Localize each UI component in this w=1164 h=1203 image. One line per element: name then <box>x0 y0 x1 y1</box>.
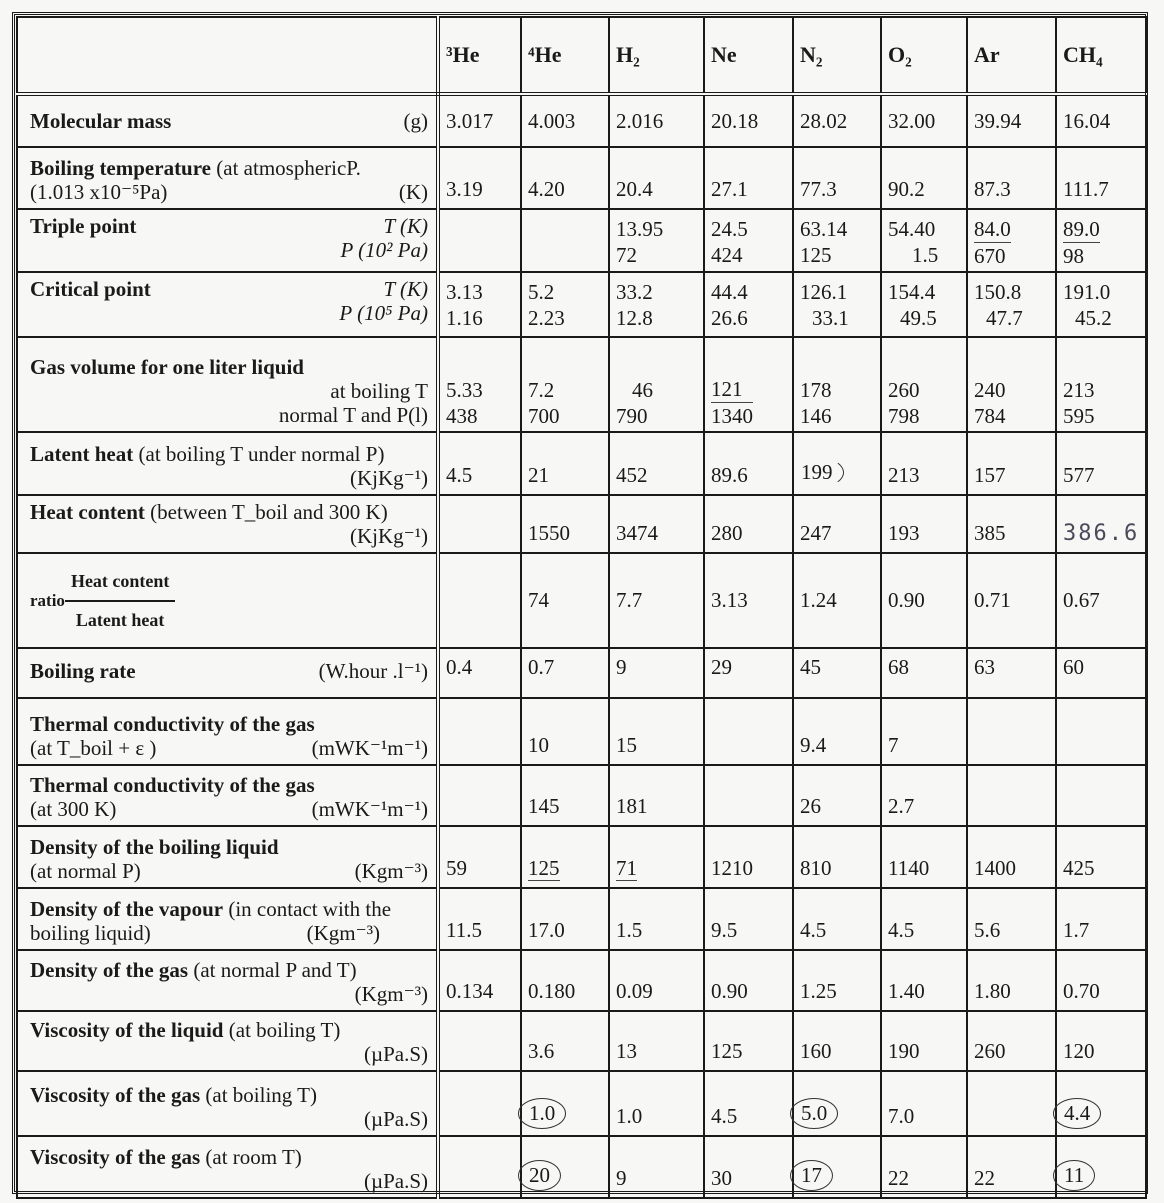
row-label <box>17 432 438 495</box>
fraction-numerator: Heat content <box>65 571 175 602</box>
value-t: 3.13 <box>446 280 483 304</box>
ratio-fraction <box>65 571 175 631</box>
row-unit: (mWK⁻¹m⁻¹) <box>311 736 428 760</box>
value-p: 98 <box>1063 244 1084 268</box>
row-name: Heat content <box>30 500 145 524</box>
row-sublabel: normal T and P(l) <box>278 403 428 427</box>
table-cell <box>704 698 793 765</box>
row-qualifier: (at boiling T) <box>228 1018 341 1042</box>
table-cell: 10 <box>521 698 609 765</box>
value-t: 260 <box>888 378 920 402</box>
row-name: Latent heat <box>30 442 134 466</box>
table-cell: 0.134 <box>438 950 521 1011</box>
table-cell: 4.20 <box>521 147 609 209</box>
row-unit: (µPa.S) <box>363 1107 428 1131</box>
table-cell: 60 <box>1056 648 1146 698</box>
value-t: 191.0 <box>1063 280 1111 304</box>
row-name: Viscosity of the liquid <box>30 1018 224 1042</box>
fraction-denominator: Latent heat <box>75 609 165 630</box>
table-cell: 87.3 <box>967 147 1056 209</box>
value-t: 89.0 <box>1063 217 1100 241</box>
value-t: 24.5 <box>711 217 748 241</box>
row-label <box>17 553 438 648</box>
table-cell: 17.0 <box>521 888 609 950</box>
table-cell: 385 <box>967 495 1056 553</box>
row-label <box>17 209 438 272</box>
table-cell: 190 <box>881 1011 967 1071</box>
value-p: 49.5 <box>900 306 937 330</box>
row-name: Viscosity of the gas <box>30 1145 201 1169</box>
value-t: 54.40 <box>888 217 936 241</box>
row-name: Gas volume for one liter liquid <box>30 355 304 379</box>
row-label <box>17 147 438 209</box>
table-cell <box>609 209 704 272</box>
row-label <box>17 337 438 432</box>
value-p: 146 <box>800 404 832 428</box>
row-label <box>17 94 438 147</box>
value-p: 26.6 <box>711 306 748 330</box>
table-cell: 30 <box>704 1136 793 1198</box>
column-header: ³He <box>438 17 521 94</box>
table-cell: 9 <box>609 1136 704 1198</box>
table-cell <box>521 1136 609 1198</box>
table-cell <box>1056 495 1146 553</box>
row-name: Viscosity of the gas <box>30 1083 201 1107</box>
row-label <box>17 950 438 1011</box>
value-t: 178 <box>800 378 832 402</box>
column-header: H₂ <box>609 17 704 94</box>
table-cell <box>704 272 793 337</box>
table-row <box>17 950 1146 1011</box>
table-cell: 7 <box>881 698 967 765</box>
table-cell: 260 <box>967 1011 1056 1071</box>
row-unit: (KjKg⁻¹) <box>349 524 428 548</box>
table-cell: 0.70 <box>1056 950 1146 1011</box>
value-p: 47.7 <box>986 306 1023 330</box>
table-cell: 0.90 <box>704 950 793 1011</box>
table-cell <box>438 698 521 765</box>
row-qualifier: (at T_boil + ε ) <box>30 736 157 760</box>
table-cell <box>438 337 521 432</box>
table-cell <box>521 337 609 432</box>
table-cell <box>438 272 521 337</box>
value-p: 784 <box>974 404 1006 428</box>
column-header: CH₄ <box>1056 17 1146 94</box>
table-row <box>17 648 1146 698</box>
row-name: Thermal conductivity of the gas <box>30 773 315 797</box>
value-p: 424 <box>711 243 743 267</box>
table-cell: 1.40 <box>881 950 967 1011</box>
table-cell: 22 <box>967 1136 1056 1198</box>
table-cell <box>438 553 521 648</box>
table-cell <box>1056 209 1146 272</box>
row-sublabel: P (10⁵ Pa) <box>339 301 428 325</box>
table-cell: 0.09 <box>609 950 704 1011</box>
table-cell: 120 <box>1056 1011 1146 1071</box>
value-p: 670 <box>974 244 1006 268</box>
table-cell <box>793 1136 881 1198</box>
table-cell: 9.4 <box>793 698 881 765</box>
table-cell: 3.017 <box>438 94 521 147</box>
table-cell: 2.7 <box>881 765 967 826</box>
table-cell: 577 <box>1056 432 1146 495</box>
table-cell <box>793 337 881 432</box>
table-cell: 4.003 <box>521 94 609 147</box>
table-cell: 0.71 <box>967 553 1056 648</box>
row-qualifier: (at normal P and T) <box>193 958 357 982</box>
circled-value: 4.4 <box>1053 1098 1101 1129</box>
value-p: 45.2 <box>1075 306 1112 330</box>
row-label <box>17 272 438 337</box>
table-cell: 0.90 <box>881 553 967 648</box>
table-cell: 0.4 <box>438 648 521 698</box>
table-cell <box>1056 1071 1146 1136</box>
table-cell: 59 <box>438 826 521 888</box>
column-header: N₂ <box>793 17 881 94</box>
table-cell: 27.1 <box>704 147 793 209</box>
value-t: 5.2 <box>528 280 555 304</box>
row-name: Thermal conductivity of the gas <box>30 712 315 736</box>
row-label <box>17 826 438 888</box>
table-cell <box>967 698 1056 765</box>
row-name: Density of the boiling liquid <box>30 835 279 859</box>
value-p: 12.8 <box>616 306 653 330</box>
table-cell <box>967 1071 1056 1136</box>
value-t: 240 <box>974 378 1006 402</box>
circled-value: 5.0 <box>790 1098 838 1129</box>
row-sublabel: T (K) <box>383 214 428 238</box>
table-cell: 1400 <box>967 826 1056 888</box>
value-p: 1340 <box>711 404 753 428</box>
table-row <box>17 495 1146 553</box>
table-cell: 157 <box>967 432 1056 495</box>
table-row <box>17 765 1146 826</box>
table-cell: 9 <box>609 648 704 698</box>
row-label <box>17 648 438 698</box>
value-t: 213 <box>1063 378 1095 402</box>
value-t: 63.14 <box>800 217 848 241</box>
table-cell: 90.2 <box>881 147 967 209</box>
row-name: Triple point <box>30 214 137 238</box>
row-sublabel: P (10² Pa) <box>340 238 428 262</box>
table-cell: 29 <box>704 648 793 698</box>
table-cell <box>609 337 704 432</box>
table-cell: 145 <box>521 765 609 826</box>
table-cell: 0.7 <box>521 648 609 698</box>
table-cell <box>967 272 1056 337</box>
table-cell <box>1056 765 1146 826</box>
table-cell: 111.7 <box>1056 147 1146 209</box>
row-unit: (µPa.S) <box>363 1169 428 1193</box>
table-cell <box>438 1071 521 1136</box>
row-qualifier: (at 300 K) <box>30 797 117 821</box>
row-qualifier: (at boiling T) <box>205 1083 317 1107</box>
table-cell: 125 <box>704 1011 793 1071</box>
table-row <box>17 888 1146 950</box>
table-cell: 1.5 <box>609 888 704 950</box>
row-unit: (K) <box>398 180 428 204</box>
table-cell: 13 <box>609 1011 704 1071</box>
table-row <box>17 698 1146 765</box>
table-cell: 15 <box>609 698 704 765</box>
table-cell: 20.18 <box>704 94 793 147</box>
table-cell: 9.5 <box>704 888 793 950</box>
row-name: Critical point <box>30 277 151 301</box>
table-cell: 1.7 <box>1056 888 1146 950</box>
column-header: Ar <box>967 17 1056 94</box>
value-t: 13.95 <box>616 217 664 241</box>
table-row <box>17 337 1146 432</box>
value-t: 46 <box>632 378 653 402</box>
row-name: ratio <box>30 590 65 610</box>
table-row <box>17 1071 1146 1136</box>
table-cell: 45 <box>793 648 881 698</box>
annotated-value: 71 <box>616 856 637 880</box>
row-name: Density of the gas <box>30 958 189 982</box>
value-p: 700 <box>528 404 560 428</box>
row-qualifier-2: boiling liquid) <box>30 921 151 945</box>
table-cell <box>881 209 967 272</box>
row-label <box>17 495 438 553</box>
table-cell <box>704 337 793 432</box>
annotated-value: 125 <box>528 856 560 880</box>
table-cell <box>881 272 967 337</box>
row-qualifier: (at atmosphericP. <box>216 156 361 180</box>
table-cell: 3.6 <box>521 1011 609 1071</box>
header-row <box>17 17 1146 94</box>
table-cell <box>438 209 521 272</box>
circled-value: 17 <box>790 1160 833 1191</box>
table-cell: 181 <box>609 765 704 826</box>
table-cell <box>521 1071 609 1136</box>
table-cell <box>521 209 609 272</box>
value-p: 33.1 <box>812 306 849 330</box>
table-cell: 5.6 <box>967 888 1056 950</box>
table-cell <box>793 432 881 495</box>
cryogenic-fluids-properties-table <box>16 16 1147 1199</box>
table-cell: 213 <box>881 432 967 495</box>
table-row <box>17 826 1146 888</box>
row-qualifier-2: (1.013 x10⁻⁵Pa) <box>30 180 168 204</box>
table-cell: 89.6 <box>704 432 793 495</box>
table-cell: 21 <box>521 432 609 495</box>
row-label <box>17 888 438 950</box>
table-cell: 280 <box>704 495 793 553</box>
table-cell: 22 <box>881 1136 967 1198</box>
table-cell: 4.5 <box>881 888 967 950</box>
table-cell: 74 <box>521 553 609 648</box>
table-row <box>17 209 1146 272</box>
table-cell: 2.016 <box>609 94 704 147</box>
row-qualifier: (at normal P) <box>30 859 141 883</box>
row-unit: (µPa.S) <box>363 1042 428 1066</box>
table-cell: 1.0 <box>609 1071 704 1136</box>
table-cell <box>438 765 521 826</box>
table-cell: 16.04 <box>1056 94 1146 147</box>
table-cell <box>609 826 704 888</box>
table-cell <box>1056 1136 1146 1198</box>
table-cell: 425 <box>1056 826 1146 888</box>
row-name: Boiling temperature <box>30 156 212 180</box>
value-p: 790 <box>616 404 648 428</box>
table-cell: 77.3 <box>793 147 881 209</box>
table-cell: 28.02 <box>793 94 881 147</box>
table-row <box>17 432 1146 495</box>
value-p: 1.5 <box>912 243 939 267</box>
table-cell: 193 <box>881 495 967 553</box>
value-t: 121 <box>711 376 753 403</box>
annotated-value: 199 <box>790 457 844 488</box>
row-sublabel: at boiling T <box>330 379 428 403</box>
row-label <box>17 698 438 765</box>
column-header: Ne <box>704 17 793 94</box>
row-unit: (Kgm⁻³) <box>354 982 428 1006</box>
table-cell <box>793 1071 881 1136</box>
header-blank-cell <box>17 17 438 94</box>
table-cell: 39.94 <box>967 94 1056 147</box>
table-row <box>17 1136 1146 1198</box>
table-cell: 3.13 <box>704 553 793 648</box>
row-sublabel: T (K) <box>383 277 428 301</box>
table-cell: 1550 <box>521 495 609 553</box>
row-unit: (g) <box>403 109 428 133</box>
table-cell: 0.180 <box>521 950 609 1011</box>
table-cell: 32.00 <box>881 94 967 147</box>
value-p: 438 <box>446 404 478 428</box>
table-cell: 452 <box>609 432 704 495</box>
row-name: Molecular mass <box>30 109 172 133</box>
table-cell: 26 <box>793 765 881 826</box>
table-cell <box>881 337 967 432</box>
table-cell <box>967 209 1056 272</box>
table-cell <box>793 272 881 337</box>
table-row <box>17 147 1146 209</box>
table-cell: 4.5 <box>438 432 521 495</box>
table-cell <box>704 209 793 272</box>
table-cell: 1.80 <box>967 950 1056 1011</box>
table-cell: 1210 <box>704 826 793 888</box>
value-p: 2.23 <box>528 306 565 330</box>
row-unit: (Kgm⁻³) <box>354 859 428 883</box>
value-t: 33.2 <box>616 280 653 304</box>
table-cell <box>1056 272 1146 337</box>
table-cell <box>793 209 881 272</box>
table-cell: 20.4 <box>609 147 704 209</box>
value-p: 798 <box>888 404 920 428</box>
table-cell: 63 <box>967 648 1056 698</box>
row-label <box>17 1071 438 1136</box>
table-cell <box>704 765 793 826</box>
table-cell: 4.5 <box>704 1071 793 1136</box>
row-label <box>17 765 438 826</box>
table-cell <box>438 495 521 553</box>
row-label <box>17 1136 438 1198</box>
table-row <box>17 94 1146 147</box>
table-cell <box>521 272 609 337</box>
value-t: 44.4 <box>711 280 748 304</box>
table-cell <box>521 826 609 888</box>
table-cell <box>438 1136 521 1198</box>
row-unit: (KjKg⁻¹) <box>349 466 428 490</box>
table-cell: 1.24 <box>793 553 881 648</box>
row-label <box>17 1011 438 1071</box>
table-cell: 68 <box>881 648 967 698</box>
value-t: 126.1 <box>800 280 848 304</box>
table-cell <box>967 765 1056 826</box>
table-cell: 7.7 <box>609 553 704 648</box>
row-unit: (mWK⁻¹m⁻¹) <box>311 797 428 821</box>
row-qualifier: (at room T) <box>205 1145 302 1169</box>
circled-value: 1.0 <box>518 1098 566 1129</box>
table-cell: 247 <box>793 495 881 553</box>
table-cell <box>609 272 704 337</box>
value-p: 1.16 <box>446 306 483 330</box>
table-cell <box>967 337 1056 432</box>
value-p: 72 <box>616 243 637 267</box>
column-header: O₂ <box>881 17 967 94</box>
table-row <box>17 272 1146 337</box>
table-cell <box>1056 698 1146 765</box>
circled-value: 20 <box>518 1160 561 1191</box>
value-t: 154.4 <box>888 280 936 304</box>
table-cell: 11.5 <box>438 888 521 950</box>
value-t: 84.0 <box>974 217 1011 241</box>
row-unit: (W.hour .l⁻¹) <box>318 659 428 683</box>
value-t: 150.8 <box>974 280 1022 304</box>
table-cell: 3474 <box>609 495 704 553</box>
column-header: ⁴He <box>521 17 609 94</box>
value-p: 595 <box>1063 404 1095 428</box>
table-cell: 1140 <box>881 826 967 888</box>
value-p: 125 <box>800 243 832 267</box>
table-cell <box>1056 337 1146 432</box>
circled-value: 11 <box>1053 1160 1095 1191</box>
table-cell: 1.25 <box>793 950 881 1011</box>
row-qualifier: (in contact with the <box>228 897 392 921</box>
table-row <box>17 553 1146 648</box>
value-t: 5.33 <box>446 378 483 402</box>
row-unit: (Kgm⁻³) <box>306 921 380 945</box>
table-cell: 7.0 <box>881 1071 967 1136</box>
table-cell: 160 <box>793 1011 881 1071</box>
table-cell <box>438 1011 521 1071</box>
table-cell: 4.5 <box>793 888 881 950</box>
row-qualifier: (at boiling T under normal P) <box>138 442 385 466</box>
table-row <box>17 1011 1146 1071</box>
table-cell: 0.67 <box>1056 553 1146 648</box>
value-t: 7.2 <box>528 378 555 402</box>
table-cell: 3.19 <box>438 147 521 209</box>
row-name: Boiling rate <box>30 659 136 683</box>
row-name: Density of the vapour <box>30 897 224 921</box>
row-qualifier: (between T_boil and 300 K) <box>150 500 388 524</box>
table-cell: 810 <box>793 826 881 888</box>
handwritten-value: 386.6 <box>1063 521 1140 546</box>
